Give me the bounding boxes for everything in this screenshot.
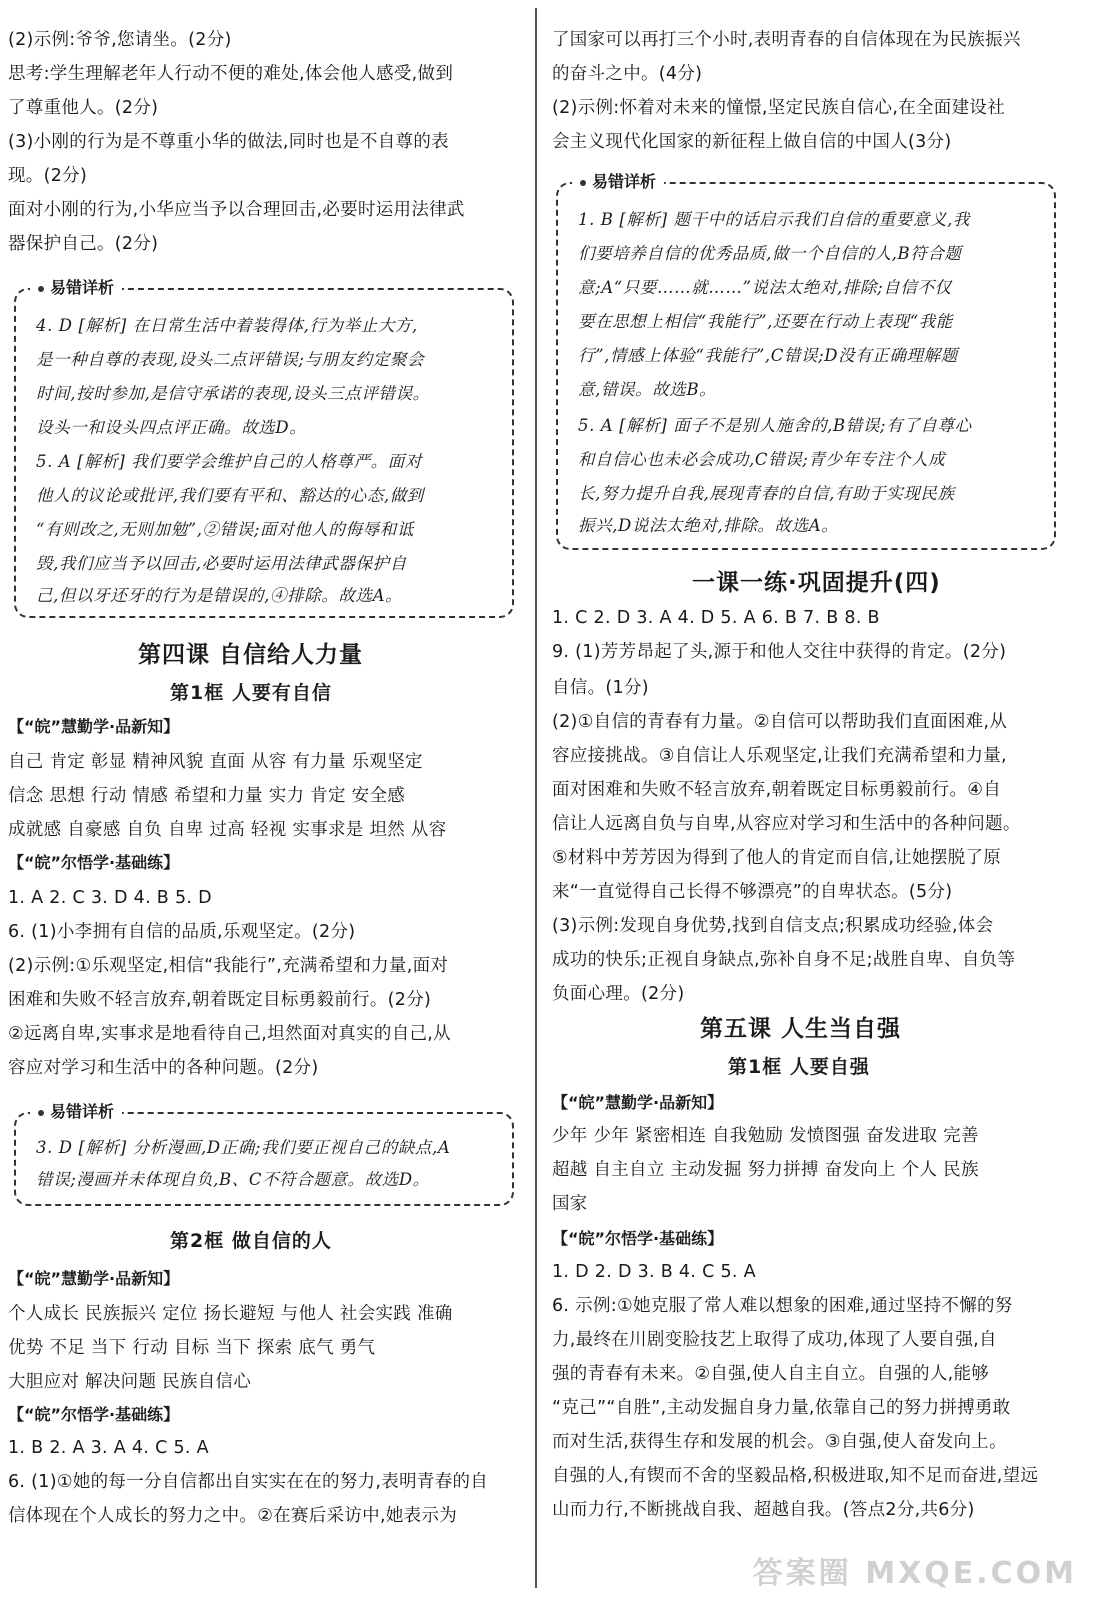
answer-line: 信体现在个人成长的努力之中。②在赛后采访中,她表示为: [8, 1506, 458, 1526]
answer-line: ⑤材料中芳芳因为得到了他人的肯定而自信,让她摆脱了原: [552, 848, 1002, 868]
error-analysis-box: [14, 278, 514, 618]
answer-line: 9. (1)芳芳昂起了头,源于和他人交往中获得的肯定。(2分): [552, 642, 1007, 662]
answer-line: 面对困难和失败不轻言放弃,朝着既定目标勇毅前行。④自: [552, 780, 1002, 800]
answer-line: 现。(2分): [8, 166, 88, 186]
keyword-line: 大胆应对 解决问题 民族自信心: [8, 1372, 252, 1392]
lesson-title: 第五课 人生当自强: [700, 1016, 902, 1042]
analysis-line: 他人的议论或批评,我们要有平和、豁达的心态,做到: [36, 486, 424, 505]
answer-line: (3)示例:发现自身优势,找到自信支点;积累成功经验,体会: [552, 916, 994, 936]
answer-line: 来“一直觉得自己长得不够漂亮”的自卑状态。(5分): [552, 882, 953, 902]
analysis-line: 意;A“只要……就……”说法太绝对,排除;自信不仅: [578, 278, 952, 297]
analysis-line: 时间,按时参加,是信守承诺的表现,设头三点评错误。: [36, 384, 430, 403]
answer-line: 自强的人,有锲而不舍的坚毅品格,积极进取,知不足而奋进,望远: [552, 1466, 1039, 1486]
keyword-line: 优势 不足 当下 行动 目标 当下 探索 底气 勇气: [8, 1338, 376, 1358]
answer-line: 成功的快乐;正视自身缺点,弥补自身不足;战胜自卑、自负等: [552, 950, 1016, 970]
frame-title: 第1框 人要自强: [728, 1056, 870, 1078]
error-analysis-title: 易错详析: [572, 172, 664, 192]
answer-line: 6. (1)小李拥有自信的品质,乐观坚定。(2分): [8, 922, 356, 942]
analysis-line: 己,但以牙还牙的行为是错误的,④排除。故选A。: [36, 586, 403, 605]
keyword-line: 个人成长 民族振兴 定位 扬长避短 与他人 社会实践 准确: [8, 1304, 453, 1324]
analysis-line: 1. B [解析] 题干中的话启示我们自信的重要意义,我: [578, 210, 971, 229]
answer-line: 负面心理。(2分): [552, 984, 685, 1004]
answer-line: “克己”“自胜”,主动发掘自身力量,依靠自己的努力拼搏勇敢: [552, 1398, 1011, 1418]
section-label: 【“皖”尔悟学·基础练】: [8, 853, 180, 872]
practice-title: 一课一练·巩固提升(四): [692, 570, 941, 596]
section-label: 【“皖”尔悟学·基础练】: [8, 1405, 180, 1424]
analysis-line: 4. D [解析] 在日常生活中着装得体,行为举止大方,: [36, 316, 418, 335]
answer-line: (3)小刚的行为是不尊重小华的做法,同时也是不自尊的表: [8, 132, 449, 152]
answer-line: 器保护自己。(2分): [8, 234, 159, 254]
section-label: 【“皖”慧勤学·品新知】: [8, 1269, 180, 1288]
answer-line: 力,最终在川剧变脸技艺上取得了成功,体现了人要自强,自: [552, 1330, 997, 1350]
analysis-line: 3. D [解析] 分析漫画,D正确;我们要正视自己的缺点,A: [36, 1138, 451, 1157]
answer-line: 1. C 2. D 3. A 4. D 5. A 6. B 7. B 8. B: [552, 608, 880, 628]
lesson-title: 第四课 自信给人力量: [138, 642, 364, 668]
keyword-line: 少年 少年 紧密相连 自我勉励 发愤图强 奋发进取 完善: [552, 1126, 979, 1146]
analysis-line: 5. A [解析] 我们要学会维护自己的人格尊严。面对: [36, 452, 422, 471]
answer-line: (2)示例:①乐观坚定,相信“我能行”,充满希望和力量,面对: [8, 956, 449, 976]
error-analysis-box: [14, 1102, 514, 1206]
answer-line: 思考:学生理解老年人行动不便的难处,体会他人感受,做到: [8, 64, 454, 84]
answer-line: 强的青春有未来。②自强,使人自主自立。自强的人,能够: [552, 1364, 990, 1384]
analysis-line: 们要培养自信的优秀品质,做一个自信的人,B符合题: [578, 244, 962, 263]
answer-line: 6. (1)①她的每一分自信都出自实实在在的努力,表明青春的自: [8, 1472, 489, 1492]
answer-line: 6. 示例:①她克服了常人难以想象的困难,通过坚持不懈的努: [552, 1296, 1013, 1316]
watermark: 答案圈 MXQE.COM: [752, 1556, 1077, 1591]
answer-line: 容应接挑战。③自信让人乐观坚定,让我们充满希望和力量,: [552, 746, 1007, 766]
answer-line: (2)示例:怀着对未来的憧憬,坚定民族自信心,在全面建设社: [552, 98, 1006, 118]
section-label: 【“皖”尔悟学·基础练】: [552, 1229, 724, 1248]
answer-line: 山而力行,不断挑战自我、超越自我。(答点2分,共6分): [552, 1500, 975, 1520]
analysis-line: 振兴,D说法太绝对,排除。故选A。: [578, 516, 839, 535]
keyword-line: 超越 自主自立 主动发掘 努力拼搏 奋发向上 个人 民族: [552, 1160, 979, 1180]
analysis-line: 和自信心也未必会成功,C错误;青少年专注个人成: [578, 450, 946, 469]
keyword-line: 国家: [552, 1194, 588, 1214]
answer-line: (2)示例:爷爷,您请坐。(2分): [8, 30, 232, 50]
analysis-line: 设头一和设头四点评正确。故选D。: [36, 418, 307, 437]
answer-line: (2)①自信的青春有力量。②自信可以帮助我们直面困难,从: [552, 712, 1008, 732]
answer-line: 而对生活,获得生存和发展的机会。③自强,使人奋发向上。: [552, 1432, 1007, 1452]
answer-line: 1. B 2. A 3. A 4. C 5. A: [8, 1438, 209, 1458]
analysis-line: “有则改之,无则加勉”,②错误;面对他人的侮辱和诋: [36, 520, 414, 539]
answer-line: 1. A 2. C 3. D 4. B 5. D: [8, 888, 212, 908]
analysis-line: 毁,我们应当予以回击,必要时运用法律武器保护自: [36, 554, 407, 573]
keyword-line: 信念 思想 行动 情感 希望和力量 实力 肯定 安全感: [8, 786, 406, 806]
analysis-line: 要在思想上相信“我能行”,还要在行动上表现“我能: [578, 312, 953, 331]
answer-line: 信让人远离自负与自卑,从容应对学习和生活中的各种问题。: [552, 814, 1021, 834]
analysis-line: 意,错误。故选B。: [578, 380, 717, 399]
answer-line: 自信。(1分): [552, 678, 649, 698]
section-label: 【“皖”慧勤学·品新知】: [552, 1093, 724, 1112]
error-analysis-box: [556, 172, 1056, 550]
answer-line: ②远离自卑,实事求是地看待自己,坦然面对真实的自己,从: [8, 1024, 451, 1044]
frame-title: 第2框 做自信的人: [170, 1230, 332, 1252]
answer-line: 会主义现代化国家的新征程上做自信的中国人(3分): [552, 132, 952, 152]
answer-line: 了尊重他人。(2分): [8, 98, 159, 118]
frame-title: 第1框 人要有自信: [170, 682, 332, 704]
analysis-line: 错误;漫画并未体现自负,B、C不符合题意。故选D。: [36, 1170, 430, 1189]
keyword-line: 成就感 自豪感 自负 自卑 过高 轻视 实事求是 坦然 从容: [8, 820, 447, 840]
error-analysis-title: 易错详析: [30, 278, 122, 298]
error-analysis-title: 易错详析: [30, 1102, 122, 1122]
column-divider: [535, 8, 537, 1588]
answer-line: 1. D 2. D 3. B 4. C 5. A: [552, 1262, 756, 1282]
analysis-line: 是一种自尊的表现,设头二点评错误;与朋友约定聚会: [36, 350, 425, 369]
analysis-line: 长,努力提升自我,展现青春的自信,有助于实现民族: [578, 484, 955, 503]
analysis-line: 行”,情感上体验“我能行”,C错误;D没有正确理解题: [578, 346, 958, 365]
answer-line: 的奋斗之中。(4分): [552, 64, 703, 84]
answer-line: 困难和失败不轻言放弃,朝着既定目标勇毅前行。(2分): [8, 990, 432, 1010]
answer-line: 面对小刚的行为,小华应当予以合理回击,必要时运用法律武: [8, 200, 465, 220]
analysis-line: 5. A [解析] 面子不是别人施舍的,B错误;有了自尊心: [578, 416, 972, 435]
section-label: 【“皖”慧勤学·品新知】: [8, 717, 180, 736]
answer-line: 了国家可以再打三个小时,表明青春的自信体现在为民族振兴: [552, 30, 1021, 50]
keyword-line: 自己 肯定 彰显 精神风貌 直面 从容 有力量 乐观坚定: [8, 752, 423, 772]
answer-line: 容应对学习和生活中的各种问题。(2分): [8, 1058, 319, 1078]
